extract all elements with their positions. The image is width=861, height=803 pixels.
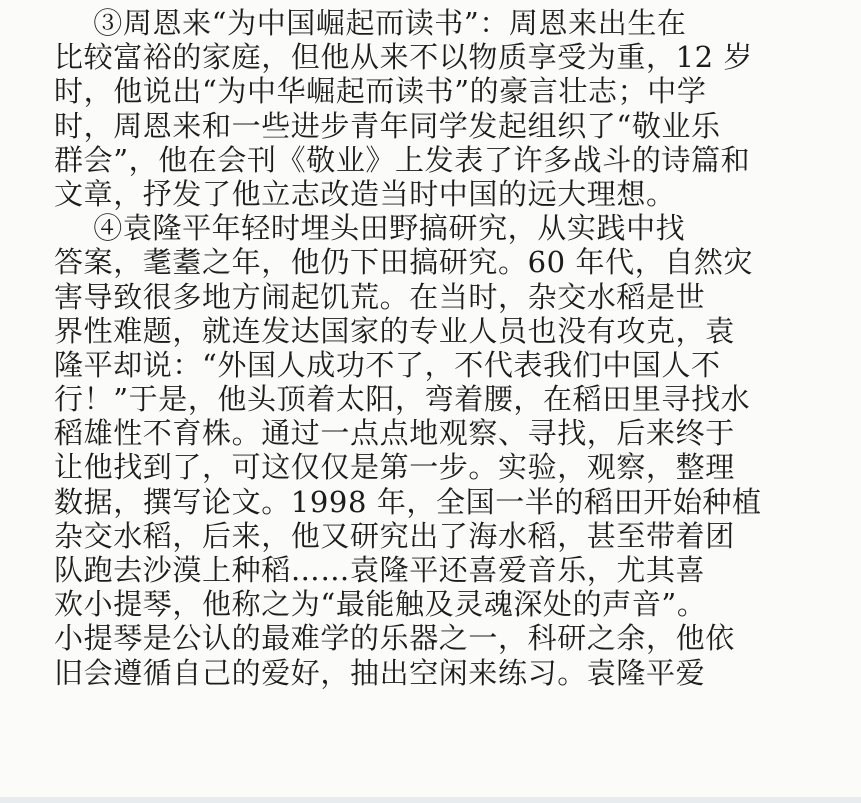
text-line: ④袁隆平年轻时埋头田野搞研究，从实践中找 bbox=[54, 211, 686, 246]
text-line: 稻雄性不育株。通过一点点地观察、寻找，后来终于 bbox=[54, 416, 735, 451]
text-line: 欢小提琴，他称之为“最能触及灵魂深处的声音”。 bbox=[54, 587, 707, 622]
text-line: 害导致很多地方闹起饥荒。在当时，杂交水稻是世 bbox=[54, 279, 706, 314]
text-line: 答案，耄耋之年，他仍下田搞研究。60 年代，自然灾 bbox=[54, 245, 754, 280]
text-line: 群会”，他在会刊《敬业》上发表了许多战斗的诗篇和 bbox=[54, 142, 751, 177]
text-line: 比较富裕的家庭，但他从来不以物质享受为重，12 岁 bbox=[54, 40, 754, 75]
bottom-edge-bar bbox=[0, 797, 861, 803]
text-line: 旧会遵循自己的爱好，抽出空闲来练习。袁隆平爱 bbox=[54, 655, 706, 690]
text-line: 数据，撰写论文。1998 年，全国一半的稻田开始种植 bbox=[54, 484, 762, 519]
text-line: 时，他说出“为中华崛起而读书”的豪言壮志；中学 bbox=[54, 74, 707, 109]
text-line: 杂交水稻，后来，他又研究出了海水稻，甚至带着团 bbox=[54, 518, 735, 553]
text-line: 行！”于是，他头顶着太阳，弯着腰，在稻田里寻找水 bbox=[54, 382, 751, 417]
text-line: 界性难题，就连发达国家的专业人员也没有攻克，袁 bbox=[54, 313, 735, 348]
text-line: 文章，抒发了他立志改造当时中国的远大理想。 bbox=[54, 176, 676, 211]
text-body bbox=[54, 6, 814, 690]
text-line: 小提琴是公认的最难学的乐器之一，科研之余，他依 bbox=[54, 621, 735, 656]
text-line: 时，周恩来和一些进步青年同学发起组织了“敬业乐 bbox=[54, 108, 721, 143]
text-line: 隆平却说：“外国人成功不了，不代表我们中国人不 bbox=[54, 347, 721, 382]
text-line: 让他找到了，可这仅仅是第一步。实验，观察，整理 bbox=[54, 450, 735, 485]
text-line: 队跑去沙漠上种稻……袁隆平还喜爱音乐，尤其喜 bbox=[54, 553, 706, 587]
text-line: ③周恩来“为中国崛起而读书”：周恩来出生在 bbox=[54, 6, 687, 40]
